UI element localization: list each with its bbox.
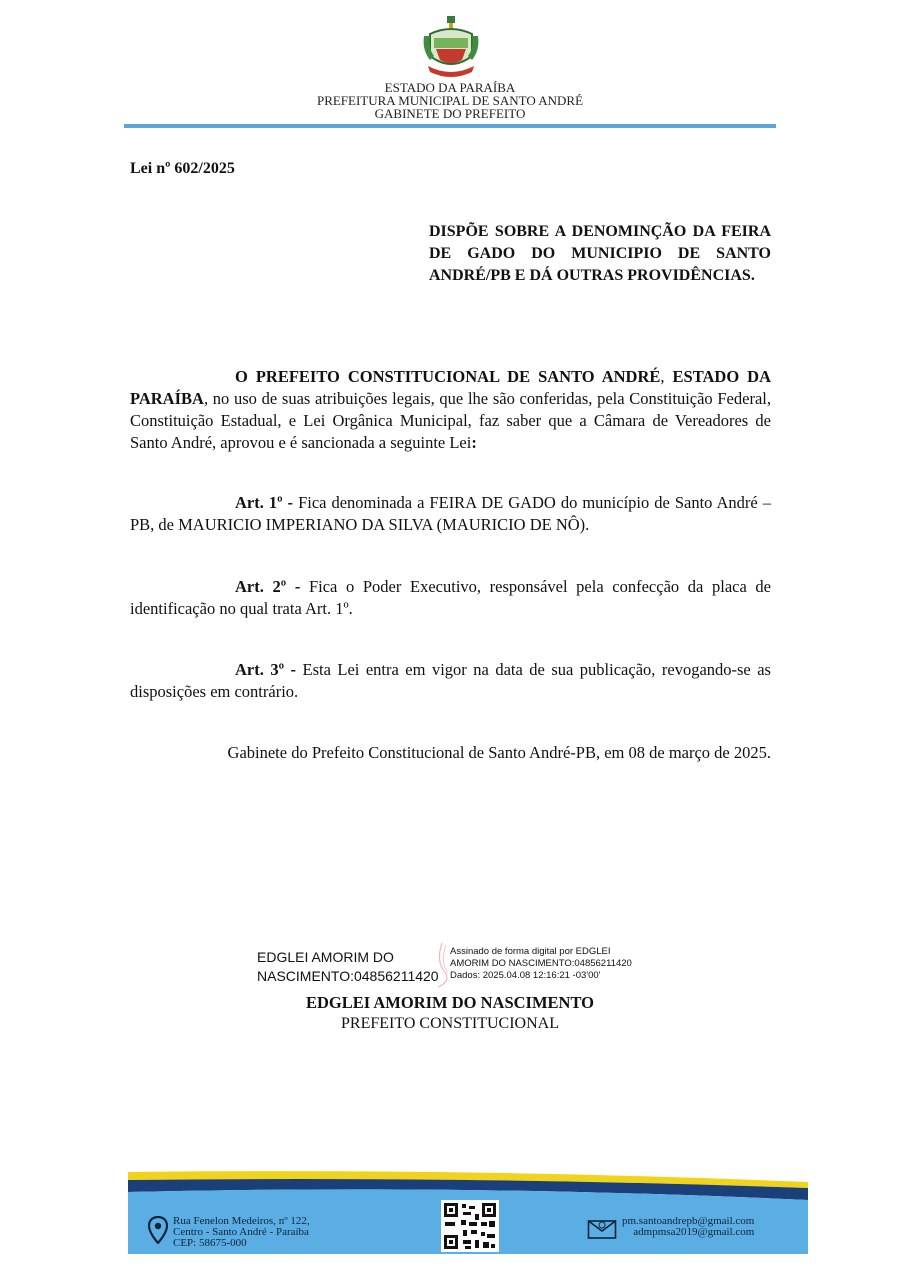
article-1 — [130, 492, 771, 536]
article-text: Fica denominada a FEIRA DE GADO do município de Santo André – PB, de MAURICIO IMPERIANO DA SILVA (MAURICIO DE NÔ). — [130, 493, 771, 534]
article-label: Art. 1º - — [235, 493, 294, 512]
preamble-separator: , — [660, 367, 673, 386]
header-divider — [124, 124, 776, 128]
header-office: GABINETE DO PREFEITO — [374, 106, 526, 121]
header-state: ESTADO DA PARAÍBA — [384, 80, 516, 95]
envelope-icon — [587, 1218, 617, 1240]
signer-name: EDGLEI AMORIM DO NASCIMENTO — [305, 993, 595, 1012]
email-line: pm.santoandrepb@gmail.com — [622, 1215, 755, 1227]
preamble-paragraph — [130, 366, 771, 454]
signer-role: PREFEITO CONSTITUCIONAL — [341, 1015, 559, 1032]
municipal-crest-logo — [422, 16, 480, 80]
article-text: Esta Lei entra em vigor na data de sua publicação, revogando-se as disposições em contrário. — [130, 660, 771, 701]
digital-signature-info — [450, 946, 632, 982]
location-pin-icon — [148, 1216, 168, 1244]
preamble-mayor: O PREFEITO CONSTITUCIONAL DE SANTO ANDRÉ — [235, 367, 661, 386]
digital-signature-name — [257, 948, 439, 986]
article-3 — [130, 659, 771, 703]
preamble-text: , no uso de suas atribuições legais, que lhe são conferidas, pela Constituição Federal, Constituição Estadual, e Lei Orgânica Municipal, faz saber que a Câmara de Vereadores de Santo André, aprovou e é sancionada a seguinte Lei — [130, 389, 771, 452]
signature-info-line: AMORIM DO NASCIMENTO:04856211420 — [450, 958, 632, 969]
law-number: Lei nº 602/2025 — [130, 160, 235, 177]
article-label: Art. 3º - — [235, 660, 297, 679]
footer-address — [173, 1216, 310, 1249]
signature-info-line: Assinado de forma digital por EDGLEI — [450, 946, 611, 957]
signature-name-line: EDGLEI AMORIM DO — [257, 949, 394, 965]
address-line: CEP: 58675-000 — [173, 1237, 247, 1249]
article-text: Fica o Poder Executivo, responsável pela confecção da placa de identificação no qual trata Art. 1º. — [130, 577, 772, 618]
article-2 — [130, 576, 771, 620]
preamble-colon: : — [471, 433, 477, 452]
header-prefecture: PREFEITURA MUNICIPAL DE SANTO ANDRÉ — [316, 93, 584, 108]
email-line: admpmsa2019@gmail.com — [633, 1226, 755, 1238]
footer-emails — [622, 1216, 754, 1238]
signature-name-line: NASCIMENTO:04856211420 — [257, 968, 439, 984]
dateline: Gabinete do Prefeito Constitucional de Santo André-PB, em 08 de março de 2025. — [227, 743, 771, 762]
law-ementa: DISPÕE SOBRE A DENOMINÇÃO DA FEIRA DE GADO DO MUNICIPIO DE SANTO ANDRÉ/PB E DÁ OUTRAS PROVIDÊNCIAS. — [429, 223, 771, 284]
signature-info-line: Dados: 2025.04.08 12:16:21 -03'00' — [450, 970, 601, 981]
qr-code-icon — [441, 1200, 499, 1252]
address-line: Rua Fenelon Medeiros, nº 122, — [173, 1215, 310, 1227]
preamble-state: ESTADO DA PARAÍBA — [130, 367, 771, 408]
article-label: Art. 2º - — [235, 577, 301, 596]
address-line: Centro - Santo André - Paraíba — [173, 1226, 309, 1238]
